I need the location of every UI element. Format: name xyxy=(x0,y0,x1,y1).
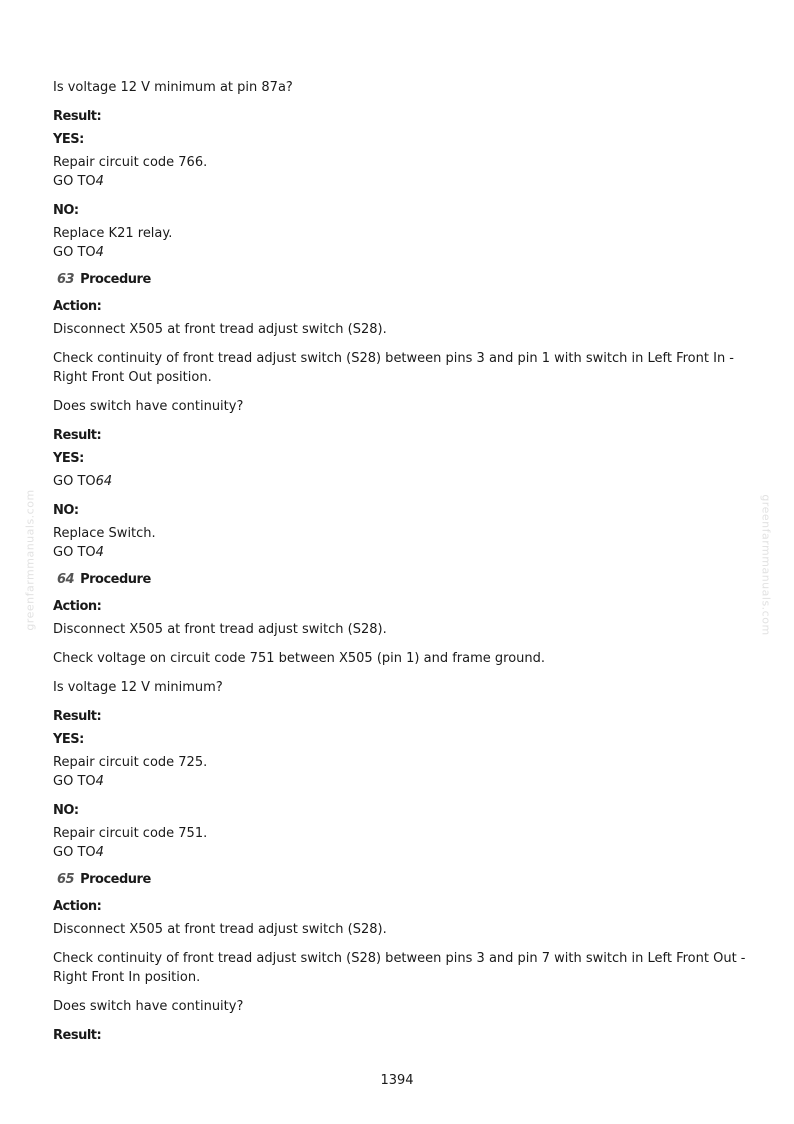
yes-answer xyxy=(53,472,753,491)
no-heading: NO: xyxy=(53,203,79,218)
action-heading: Action: xyxy=(53,899,102,914)
no-heading: NO: xyxy=(53,503,79,518)
action-text: Disconnect X505 at front tread adjust switch (S28). xyxy=(53,622,387,637)
goto-link[interactable]: GO TO4 xyxy=(53,245,104,260)
no-answer xyxy=(53,224,753,262)
goto-link[interactable]: GO TO4 xyxy=(53,545,104,560)
answer-text: Replace K21 relay. xyxy=(53,226,173,241)
result-heading: Result: xyxy=(53,709,102,724)
no-answer xyxy=(53,824,753,862)
action-text: Check continuity of front tread adjust switch (S28) between pins 3 and pin 1 with switch in Left Front In - Right Front Out position. xyxy=(53,351,735,385)
goto-link[interactable]: GO TO4 xyxy=(53,845,104,860)
answer-text: Replace Switch. xyxy=(53,526,156,541)
action-heading: Action: xyxy=(53,299,102,314)
answer-text: Repair circuit code 751. xyxy=(53,826,208,841)
no-heading: NO: xyxy=(53,803,79,818)
watermark-right: greenfarmmanuals.com xyxy=(759,494,773,636)
procedure-number: 65 xyxy=(57,872,75,887)
question-text: Is voltage 12 V minimum? xyxy=(53,680,223,695)
procedure-number: 63 xyxy=(57,272,75,287)
yes-answer xyxy=(53,153,753,191)
procedure-number: 64 xyxy=(57,572,75,587)
question-text: Is voltage 12 V minimum at pin 87a? xyxy=(53,80,293,95)
result-heading: Result: xyxy=(53,109,102,124)
result-heading: Result: xyxy=(53,428,102,443)
yes-answer xyxy=(53,753,753,791)
goto-link[interactable]: GO TO64 xyxy=(53,474,113,489)
answer-text: Repair circuit code 725. xyxy=(53,755,208,770)
yes-heading: YES: xyxy=(53,132,84,147)
yes-heading: YES: xyxy=(53,451,84,466)
action-heading: Action: xyxy=(53,599,102,614)
question-text: Does switch have continuity? xyxy=(53,999,244,1014)
question-text: Does switch have continuity? xyxy=(53,399,244,414)
action-text: Disconnect X505 at front tread adjust switch (S28). xyxy=(53,322,387,337)
procedure-heading: 63 Procedure xyxy=(57,272,151,287)
action-text: Check voltage on circuit code 751 between X505 (pin 1) and frame ground. xyxy=(53,651,546,666)
yes-heading: YES: xyxy=(53,732,84,747)
action-text: Disconnect X505 at front tread adjust switch (S28). xyxy=(53,922,387,937)
procedure-heading: 65 Procedure xyxy=(57,872,151,887)
answer-text: Repair circuit code 766. xyxy=(53,155,208,170)
procedure-heading: 64 Procedure xyxy=(57,572,151,587)
result-heading: Result: xyxy=(53,1028,102,1043)
goto-link[interactable]: GO TO4 xyxy=(53,174,104,189)
document-body xyxy=(53,78,753,1049)
page-number: 1394 xyxy=(380,1073,414,1088)
goto-link[interactable]: GO TO4 xyxy=(53,774,104,789)
no-answer xyxy=(53,524,753,562)
action-text: Check continuity of front tread adjust switch (S28) between pins 3 and pin 7 with switch in Left Front Out - Right Front In position. xyxy=(53,951,746,985)
watermark-left: greenfarmmanuals.com xyxy=(23,489,37,631)
